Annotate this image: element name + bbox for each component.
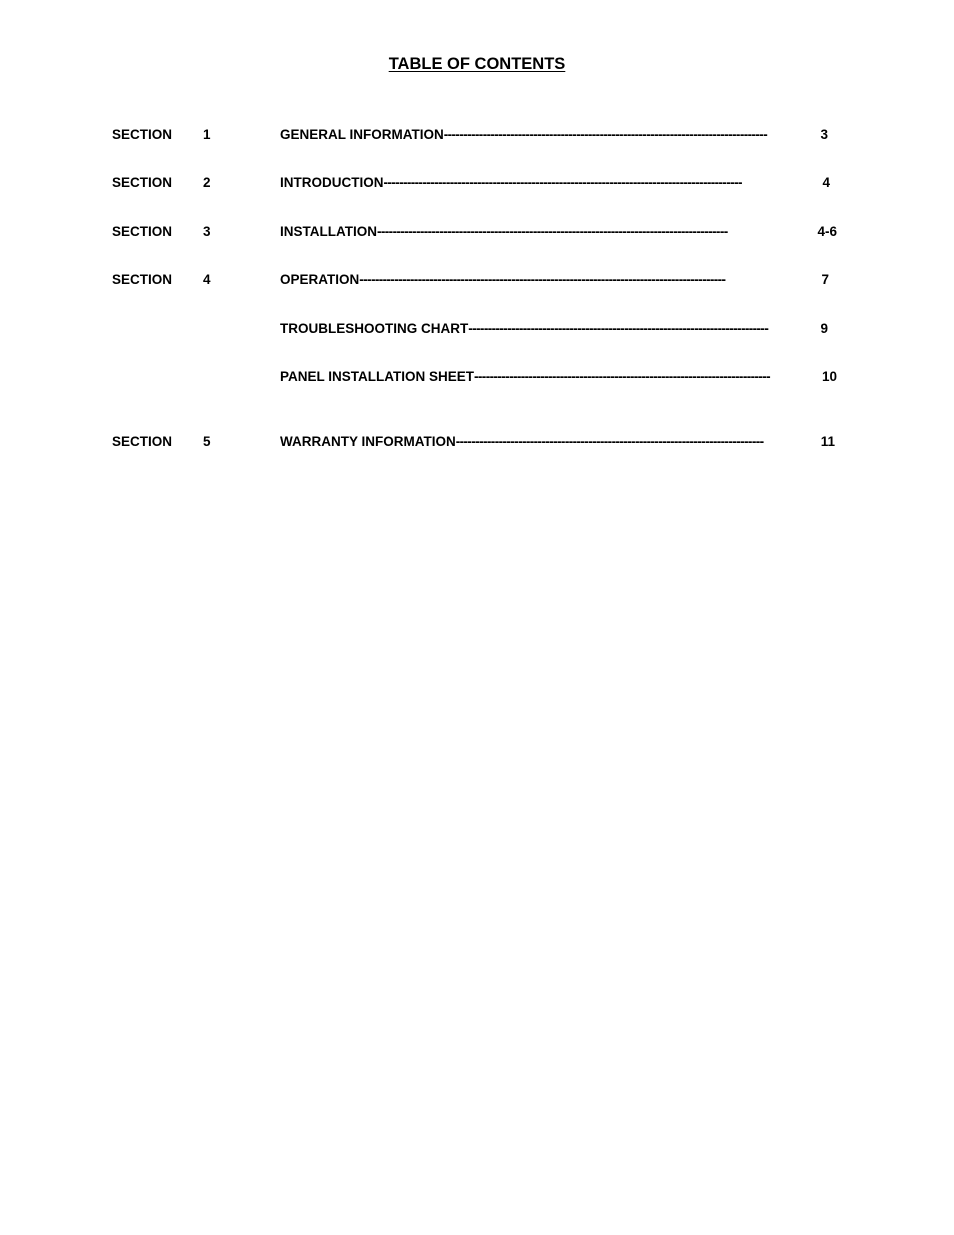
toc-entry[interactable] (280, 125, 828, 145)
section-label: SECTION (112, 127, 173, 142)
toc-row (0, 367, 954, 387)
section-number: 1 (203, 127, 211, 142)
dot-leader: -------------------------------------------------------------------------------------------- (383, 175, 742, 190)
toc-entry[interactable] (280, 367, 837, 387)
page-number: 7 (821, 272, 829, 287)
toc-row (0, 270, 954, 290)
page-number: 11 (820, 434, 835, 449)
toc-row (0, 432, 954, 452)
toc-row (0, 125, 954, 145)
section-number: 3 (203, 224, 211, 239)
entry-title: INSTALLATION (280, 224, 377, 239)
section-label: SECTION (112, 434, 173, 449)
dot-leader: ----------------------------------------------------------------------------- (468, 321, 769, 336)
entry-title: WARRANTY INFORMATION (280, 434, 456, 449)
toc-entry[interactable] (280, 432, 835, 452)
section-number: 4 (203, 272, 211, 287)
toc-row (0, 173, 954, 193)
toc-entry[interactable] (280, 319, 828, 339)
dot-leader: ------------------------------------------------------------------------------- (455, 434, 764, 449)
page-title: TABLE OF CONTENTS (388, 55, 566, 73)
section-label: SECTION (112, 272, 173, 287)
dot-leader: ----------------------------------------------------------------------------------- (443, 127, 768, 142)
toc-row (0, 222, 954, 242)
toc-row (0, 319, 954, 339)
toc-entry[interactable] (280, 173, 830, 193)
page-number: 4 (822, 175, 830, 190)
dot-leader: ---------------------------------------------------------------------------------------------- (359, 272, 726, 287)
dot-leader: ---------------------------------------------------------------------------- (474, 369, 771, 384)
section-number: 2 (203, 175, 211, 190)
page-number: 4-6 (817, 224, 837, 239)
entry-title: PANEL INSTALLATION SHEET (280, 369, 475, 384)
entry-title: TROUBLESHOOTING CHART (280, 321, 469, 336)
section-label: SECTION (112, 175, 173, 190)
dot-leader: ------------------------------------------------------------------------------------------ (377, 224, 728, 239)
entry-title: INTRODUCTION (280, 175, 384, 190)
toc-entry[interactable] (280, 270, 829, 290)
entry-title: GENERAL INFORMATION (280, 127, 444, 142)
page-number: 10 (821, 369, 837, 384)
section-label: SECTION (112, 224, 173, 239)
toc-entry[interactable] (280, 222, 837, 242)
page-number: 3 (820, 127, 828, 142)
section-number: 5 (203, 434, 211, 449)
page-number: 9 (820, 321, 828, 336)
entry-title: OPERATION (280, 272, 360, 287)
